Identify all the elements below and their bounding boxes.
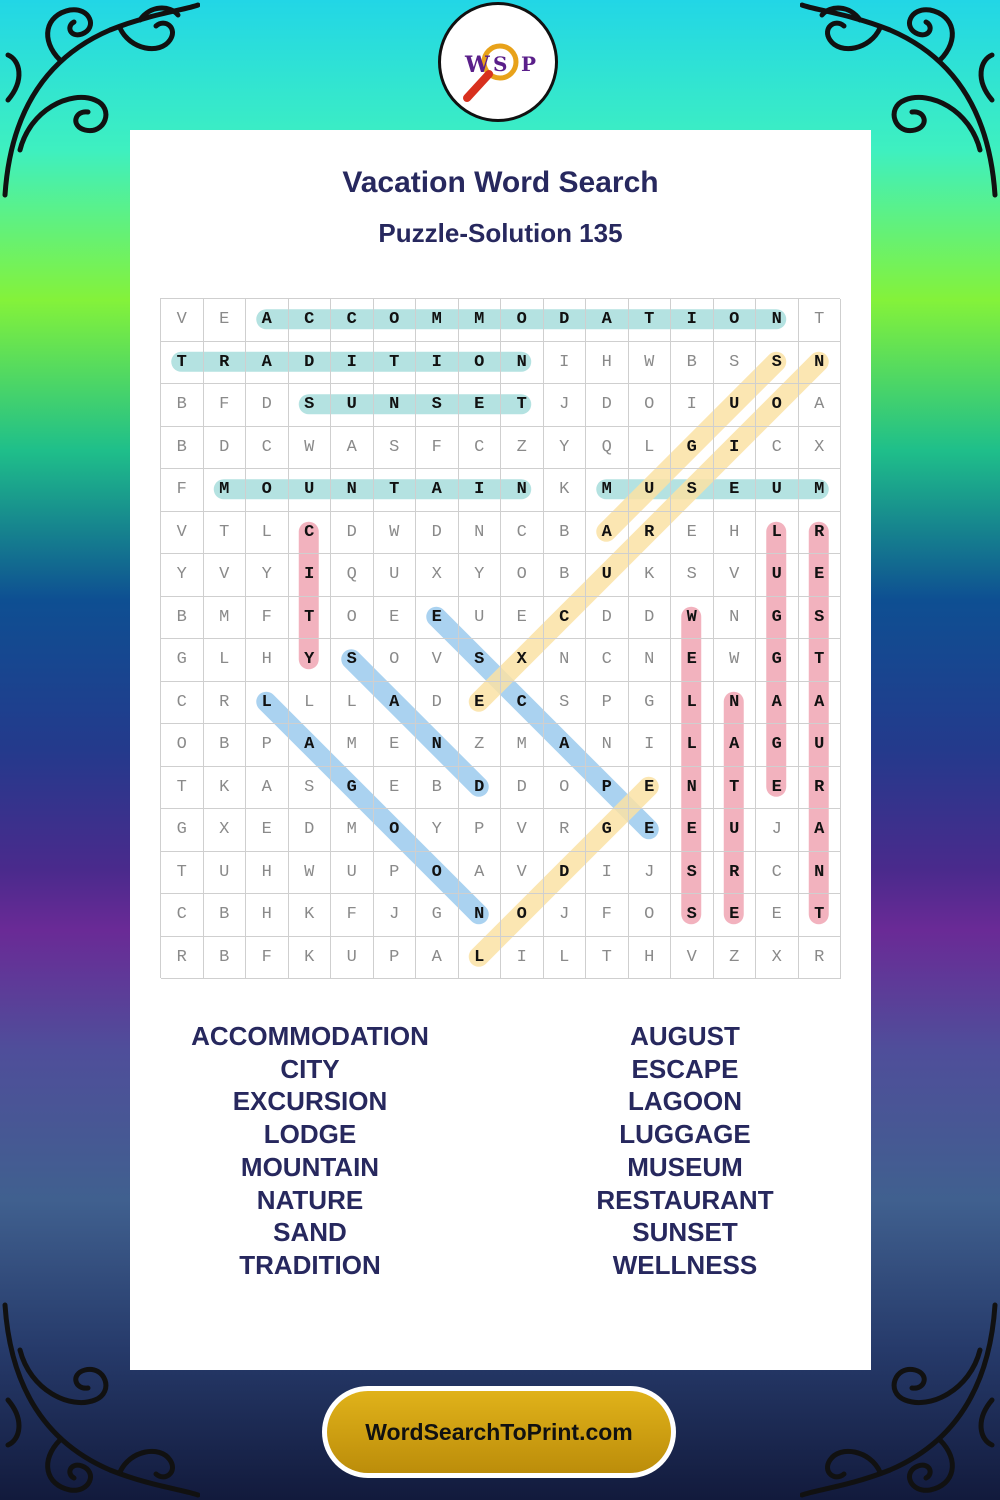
- grid-cell[interactable]: H: [246, 852, 289, 895]
- grid-cell[interactable]: J: [544, 894, 587, 937]
- grid-cell[interactable]: E: [374, 597, 417, 640]
- grid-cell[interactable]: U: [331, 384, 374, 427]
- grid-cell[interactable]: W: [714, 639, 757, 682]
- grid-cell[interactable]: T: [799, 894, 842, 937]
- grid-cell[interactable]: C: [501, 682, 544, 725]
- grid-cell[interactable]: D: [459, 767, 502, 810]
- grid-cell[interactable]: A: [799, 682, 842, 725]
- grid-cell[interactable]: T: [161, 342, 204, 385]
- grid-cell[interactable]: N: [374, 384, 417, 427]
- word-list-item: AUGUST: [630, 1021, 740, 1051]
- grid-cell[interactable]: S: [289, 767, 332, 810]
- grid-cell[interactable]: Q: [331, 554, 374, 597]
- grid-cell[interactable]: A: [714, 724, 757, 767]
- grid-cell[interactable]: X: [501, 639, 544, 682]
- grid-cell[interactable]: R: [204, 342, 247, 385]
- grid-cell[interactable]: T: [374, 469, 417, 512]
- letter-grid: [160, 298, 840, 978]
- grid-cell[interactable]: T: [501, 384, 544, 427]
- grid-cell[interactable]: P: [374, 852, 417, 895]
- grid-cell[interactable]: C: [289, 512, 332, 555]
- grid-cell[interactable]: W: [289, 427, 332, 470]
- grid-cell[interactable]: V: [501, 852, 544, 895]
- grid-cell[interactable]: O: [501, 894, 544, 937]
- grid-cell[interactable]: S: [544, 682, 587, 725]
- grid-cell[interactable]: D: [289, 809, 332, 852]
- grid-cell[interactable]: E: [374, 767, 417, 810]
- grid-cell[interactable]: N: [501, 469, 544, 512]
- grid-cell[interactable]: N: [459, 894, 502, 937]
- grid-cell[interactable]: E: [671, 809, 714, 852]
- grid-cell[interactable]: B: [204, 894, 247, 937]
- grid-cell[interactable]: N: [459, 512, 502, 555]
- grid-cell[interactable]: E: [756, 767, 799, 810]
- grid-cell[interactable]: C: [756, 852, 799, 895]
- grid-cell[interactable]: I: [671, 384, 714, 427]
- grid-cell[interactable]: F: [331, 894, 374, 937]
- word-list-item: ESCAPE: [631, 1053, 739, 1084]
- page-title: Vacation Word Search: [342, 166, 659, 199]
- grid-cell[interactable]: F: [416, 427, 459, 470]
- grid-cell[interactable]: L: [544, 937, 587, 980]
- grid-cell[interactable]: S: [671, 469, 714, 512]
- grid-cell[interactable]: R: [161, 937, 204, 980]
- grid-cell[interactable]: D: [416, 512, 459, 555]
- grid-cell[interactable]: H: [246, 894, 289, 937]
- grid-cell[interactable]: E: [756, 894, 799, 937]
- grid-cell[interactable]: N: [671, 767, 714, 810]
- grid-cell[interactable]: B: [204, 937, 247, 980]
- grid-cell[interactable]: O: [331, 597, 374, 640]
- grid-cell[interactable]: K: [289, 937, 332, 980]
- grid-cell[interactable]: H: [246, 639, 289, 682]
- grid-cell[interactable]: S: [756, 342, 799, 385]
- grid-cell[interactable]: I: [416, 342, 459, 385]
- grid-cell[interactable]: O: [756, 384, 799, 427]
- word-list-item: LUGGAGE: [619, 1119, 751, 1150]
- grid-cell[interactable]: P: [374, 937, 417, 980]
- page-subtitle: Puzzle-Solution 135: [378, 218, 623, 248]
- grid-cell[interactable]: U: [331, 852, 374, 895]
- grid-cell[interactable]: L: [756, 512, 799, 555]
- grid-cell[interactable]: T: [799, 299, 842, 342]
- grid-cell[interactable]: O: [501, 299, 544, 342]
- grid-cell[interactable]: N: [544, 639, 587, 682]
- grid-cell[interactable]: L: [204, 639, 247, 682]
- word-list-item: TRADITION: [239, 1249, 381, 1280]
- grid-cell[interactable]: R: [714, 852, 757, 895]
- grid-cell[interactable]: A: [289, 724, 332, 767]
- grid-cell[interactable]: N: [416, 724, 459, 767]
- site-link-button[interactable]: WordSearchToPrint.com: [327, 1391, 671, 1473]
- puzzle-card: [130, 130, 871, 1370]
- grid-cell[interactable]: K: [544, 469, 587, 512]
- wsp-logo[interactable]: [438, 2, 558, 122]
- grid-cell[interactable]: S: [459, 639, 502, 682]
- grid-cell[interactable]: X: [756, 937, 799, 980]
- grid-cell[interactable]: R: [799, 937, 842, 980]
- grid-cell[interactable]: M: [331, 809, 374, 852]
- grid-cell[interactable]: X: [416, 554, 459, 597]
- word-list-left: [130, 1020, 490, 1282]
- grid-cell[interactable]: E: [374, 724, 417, 767]
- grid-cell[interactable]: I: [544, 342, 587, 385]
- grid-cell[interactable]: D: [544, 299, 587, 342]
- grid-cell[interactable]: B: [161, 427, 204, 470]
- grid-cell[interactable]: U: [756, 554, 799, 597]
- grid-cell[interactable]: N: [331, 469, 374, 512]
- grid-cell[interactable]: E: [671, 512, 714, 555]
- word-grid: [160, 298, 840, 978]
- grid-cell[interactable]: D: [544, 852, 587, 895]
- grid-cell[interactable]: F: [246, 937, 289, 980]
- grid-cell[interactable]: E: [799, 554, 842, 597]
- grid-cell[interactable]: R: [204, 682, 247, 725]
- grid-cell[interactable]: A: [416, 937, 459, 980]
- word-list-item: RESTAURANT: [596, 1184, 774, 1215]
- grid-cell[interactable]: C: [756, 427, 799, 470]
- grid-cell[interactable]: R: [629, 512, 672, 555]
- footer-badge: [322, 1386, 676, 1478]
- grid-cell[interactable]: C: [289, 299, 332, 342]
- grid-cell[interactable]: J: [756, 809, 799, 852]
- grid-cell[interactable]: C: [246, 427, 289, 470]
- grid-cell[interactable]: K: [629, 554, 672, 597]
- grid-cell[interactable]: O: [161, 724, 204, 767]
- grid-cell[interactable]: I: [459, 469, 502, 512]
- grid-cell[interactable]: S: [331, 639, 374, 682]
- grid-cell[interactable]: I: [289, 554, 332, 597]
- grid-cell[interactable]: G: [756, 597, 799, 640]
- grid-cell[interactable]: S: [671, 554, 714, 597]
- grid-cell[interactable]: L: [671, 724, 714, 767]
- grid-cell[interactable]: O: [501, 554, 544, 597]
- grid-cell[interactable]: G: [756, 724, 799, 767]
- grid-cell[interactable]: S: [374, 427, 417, 470]
- grid-cell[interactable]: U: [714, 384, 757, 427]
- grid-cell[interactable]: R: [799, 512, 842, 555]
- grid-cell[interactable]: M: [331, 724, 374, 767]
- grid-cell[interactable]: A: [586, 512, 629, 555]
- grid-cell[interactable]: E: [629, 809, 672, 852]
- grid-cell[interactable]: H: [586, 342, 629, 385]
- grid-cell[interactable]: U: [374, 554, 417, 597]
- grid-cell[interactable]: C: [331, 299, 374, 342]
- grid-cell[interactable]: S: [799, 597, 842, 640]
- grid-cell[interactable]: C: [161, 682, 204, 725]
- grid-cell[interactable]: I: [714, 427, 757, 470]
- grid-cell[interactable]: E: [714, 469, 757, 512]
- word-list-item: SUNSET: [632, 1217, 738, 1248]
- grid-cell[interactable]: D: [586, 597, 629, 640]
- grid-cell[interactable]: O: [246, 469, 289, 512]
- grid-cell[interactable]: O: [544, 767, 587, 810]
- grid-cell[interactable]: C: [161, 894, 204, 937]
- grid-cell[interactable]: M: [501, 724, 544, 767]
- grid-cell[interactable]: N: [714, 682, 757, 725]
- grid-cell[interactable]: N: [799, 342, 842, 385]
- grid-cell[interactable]: A: [246, 342, 289, 385]
- grid-cell[interactable]: T: [374, 342, 417, 385]
- grid-cell[interactable]: R: [544, 809, 587, 852]
- grid-cell[interactable]: V: [714, 554, 757, 597]
- grid-cell[interactable]: D: [331, 512, 374, 555]
- grid-cell[interactable]: I: [331, 342, 374, 385]
- grid-cell[interactable]: P: [459, 809, 502, 852]
- grid-cell[interactable]: D: [416, 682, 459, 725]
- grid-cell[interactable]: U: [756, 469, 799, 512]
- grid-cell[interactable]: G: [331, 767, 374, 810]
- grid-cell[interactable]: U: [714, 809, 757, 852]
- grid-cell[interactable]: O: [714, 299, 757, 342]
- grid-cell[interactable]: A: [246, 767, 289, 810]
- grid-cell[interactable]: A: [756, 682, 799, 725]
- grid-cell[interactable]: K: [289, 894, 332, 937]
- grid-cell[interactable]: N: [714, 597, 757, 640]
- grid-cell[interactable]: Y: [161, 554, 204, 597]
- grid-cell[interactable]: E: [246, 809, 289, 852]
- grid-cell[interactable]: V: [416, 639, 459, 682]
- grid-cell[interactable]: Y: [416, 809, 459, 852]
- grid-cell[interactable]: N: [799, 852, 842, 895]
- grid-cell[interactable]: M: [204, 469, 247, 512]
- grid-cell[interactable]: G: [756, 639, 799, 682]
- grid-cell[interactable]: V: [161, 299, 204, 342]
- grid-cell[interactable]: S: [416, 384, 459, 427]
- grid-cell[interactable]: U: [331, 937, 374, 980]
- grid-cell[interactable]: T: [161, 852, 204, 895]
- grid-cell[interactable]: O: [374, 639, 417, 682]
- word-list-item: LODGE: [263, 1119, 357, 1150]
- magnifier-icon: [441, 5, 555, 119]
- grid-cell[interactable]: G: [161, 809, 204, 852]
- grid-cell[interactable]: H: [714, 512, 757, 555]
- grid-cell[interactable]: E: [204, 299, 247, 342]
- grid-cell[interactable]: G: [629, 682, 672, 725]
- grid-cell[interactable]: B: [161, 384, 204, 427]
- grid-cell[interactable]: A: [586, 299, 629, 342]
- grid-cell[interactable]: J: [629, 852, 672, 895]
- grid-cell[interactable]: W: [289, 852, 332, 895]
- grid-cell[interactable]: F: [586, 894, 629, 937]
- grid-cell[interactable]: A: [459, 852, 502, 895]
- grid-cell[interactable]: A: [799, 809, 842, 852]
- grid-cell[interactable]: M: [416, 299, 459, 342]
- grid-cell[interactable]: I: [671, 299, 714, 342]
- grid-cell[interactable]: D: [629, 597, 672, 640]
- grid-cell[interactable]: A: [246, 299, 289, 342]
- grid-cell[interactable]: L: [246, 682, 289, 725]
- grid-cell[interactable]: G: [671, 427, 714, 470]
- grid-cell[interactable]: N: [756, 299, 799, 342]
- grid-cell[interactable]: T: [586, 937, 629, 980]
- grid-cell[interactable]: B: [204, 724, 247, 767]
- grid-cell[interactable]: M: [799, 469, 842, 512]
- grid-cell[interactable]: U: [289, 469, 332, 512]
- word-list-item: NATURE: [256, 1184, 364, 1215]
- grid-cell[interactable]: L: [289, 682, 332, 725]
- grid-cell[interactable]: P: [586, 682, 629, 725]
- grid-cell[interactable]: U: [204, 852, 247, 895]
- grid-cell[interactable]: T: [714, 767, 757, 810]
- grid-cell[interactable]: R: [799, 767, 842, 810]
- grid-cell[interactable]: B: [544, 554, 587, 597]
- grid-cell[interactable]: O: [374, 299, 417, 342]
- grid-cell[interactable]: S: [289, 384, 332, 427]
- grid-cell[interactable]: H: [629, 937, 672, 980]
- grid-cell[interactable]: W: [629, 342, 672, 385]
- grid-cell[interactable]: L: [671, 682, 714, 725]
- grid-cell[interactable]: Z: [459, 724, 502, 767]
- grid-cell[interactable]: T: [799, 639, 842, 682]
- grid-cell[interactable]: C: [544, 597, 587, 640]
- grid-cell[interactable]: L: [331, 682, 374, 725]
- grid-cell[interactable]: E: [671, 639, 714, 682]
- grid-cell[interactable]: W: [671, 597, 714, 640]
- grid-cell[interactable]: L: [629, 427, 672, 470]
- grid-cell[interactable]: U: [799, 724, 842, 767]
- grid-cell[interactable]: E: [714, 894, 757, 937]
- grid-cell[interactable]: A: [331, 427, 374, 470]
- grid-cell[interactable]: N: [629, 639, 672, 682]
- grid-cell[interactable]: C: [459, 427, 502, 470]
- grid-cell[interactable]: D: [204, 427, 247, 470]
- grid-cell[interactable]: M: [459, 299, 502, 342]
- grid-cell[interactable]: S: [714, 342, 757, 385]
- grid-cell[interactable]: Z: [501, 427, 544, 470]
- grid-cell[interactable]: Y: [289, 639, 332, 682]
- grid-cell[interactable]: B: [544, 512, 587, 555]
- word-list-item: MUSEUM: [627, 1151, 743, 1182]
- grid-cell[interactable]: I: [501, 937, 544, 980]
- grid-cell[interactable]: E: [501, 597, 544, 640]
- grid-cell[interactable]: O: [459, 342, 502, 385]
- grid-cell[interactable]: E: [629, 767, 672, 810]
- grid-cell[interactable]: B: [416, 767, 459, 810]
- grid-cell[interactable]: V: [204, 554, 247, 597]
- grid-cell[interactable]: T: [289, 597, 332, 640]
- grid-cell[interactable]: B: [671, 342, 714, 385]
- grid-cell[interactable]: A: [416, 469, 459, 512]
- grid-cell[interactable]: A: [374, 682, 417, 725]
- grid-cell[interactable]: A: [544, 724, 587, 767]
- grid-cell[interactable]: C: [586, 639, 629, 682]
- grid-cell[interactable]: G: [161, 639, 204, 682]
- grid-cell[interactable]: L: [246, 512, 289, 555]
- grid-cell[interactable]: O: [374, 809, 417, 852]
- grid-cell[interactable]: F: [246, 597, 289, 640]
- grid-cell[interactable]: U: [629, 469, 672, 512]
- word-list-right: [505, 1020, 865, 1282]
- grid-cell[interactable]: I: [586, 852, 629, 895]
- grid-cell[interactable]: P: [586, 767, 629, 810]
- grid-cell[interactable]: N: [501, 342, 544, 385]
- grid-cell[interactable]: D: [289, 342, 332, 385]
- grid-cell[interactable]: C: [501, 512, 544, 555]
- grid-cell[interactable]: X: [204, 809, 247, 852]
- grid-cell[interactable]: T: [629, 299, 672, 342]
- word-list-item: ACCOMMODATION: [191, 1021, 429, 1051]
- grid-cell[interactable]: Y: [459, 554, 502, 597]
- grid-cell[interactable]: L: [459, 937, 502, 980]
- word-list-item: SAND: [273, 1217, 347, 1248]
- grid-cell[interactable]: U: [586, 554, 629, 597]
- grid-cell[interactable]: D: [586, 384, 629, 427]
- grid-cell[interactable]: J: [544, 384, 587, 427]
- word-list-item: MOUNTAIN: [240, 1151, 380, 1182]
- grid-cell[interactable]: I: [629, 724, 672, 767]
- grid-cell[interactable]: G: [416, 894, 459, 937]
- grid-cell[interactable]: T: [204, 512, 247, 555]
- grid-cell[interactable]: Y: [246, 554, 289, 597]
- grid-cell[interactable]: N: [586, 724, 629, 767]
- grid-cell[interactable]: U: [459, 597, 502, 640]
- word-list-item: WELLNESS: [612, 1249, 758, 1280]
- grid-cell[interactable]: O: [416, 852, 459, 895]
- grid-cell[interactable]: A: [799, 384, 842, 427]
- grid-cell[interactable]: O: [629, 384, 672, 427]
- grid-cell[interactable]: W: [374, 512, 417, 555]
- grid-cell[interactable]: M: [204, 597, 247, 640]
- grid-cell[interactable]: E: [459, 384, 502, 427]
- grid-cell[interactable]: Q: [586, 427, 629, 470]
- grid-cell[interactable]: B: [161, 597, 204, 640]
- grid-cell[interactable]: D: [501, 767, 544, 810]
- grid-cell[interactable]: D: [246, 384, 289, 427]
- logo-letter-s: S: [493, 52, 508, 76]
- grid-cell[interactable]: E: [459, 682, 502, 725]
- grid-cell[interactable]: O: [629, 894, 672, 937]
- word-list-item: EXCURSION: [232, 1086, 388, 1117]
- grid-cell[interactable]: J: [374, 894, 417, 937]
- grid-cell[interactable]: V: [161, 512, 204, 555]
- grid-cell[interactable]: Y: [544, 427, 587, 470]
- grid-cell[interactable]: G: [586, 809, 629, 852]
- grid-cell[interactable]: S: [671, 852, 714, 895]
- grid-cell[interactable]: M: [586, 469, 629, 512]
- grid-cell[interactable]: F: [204, 384, 247, 427]
- grid-cell[interactable]: K: [204, 767, 247, 810]
- grid-cell[interactable]: T: [161, 767, 204, 810]
- logo-letter-w: W: [465, 52, 490, 78]
- grid-cell[interactable]: E: [416, 597, 459, 640]
- word-list-item: CITY: [280, 1053, 340, 1084]
- logo-letter-p: P: [521, 52, 537, 76]
- grid-cell[interactable]: V: [501, 809, 544, 852]
- grid-cell[interactable]: V: [671, 937, 714, 980]
- grid-cell[interactable]: X: [799, 427, 842, 470]
- grid-cell[interactable]: Z: [714, 937, 757, 980]
- word-list-item: LAGOON: [627, 1086, 743, 1117]
- grid-cell[interactable]: F: [161, 469, 204, 512]
- grid-cell[interactable]: P: [246, 724, 289, 767]
- grid-cell[interactable]: S: [671, 894, 714, 937]
